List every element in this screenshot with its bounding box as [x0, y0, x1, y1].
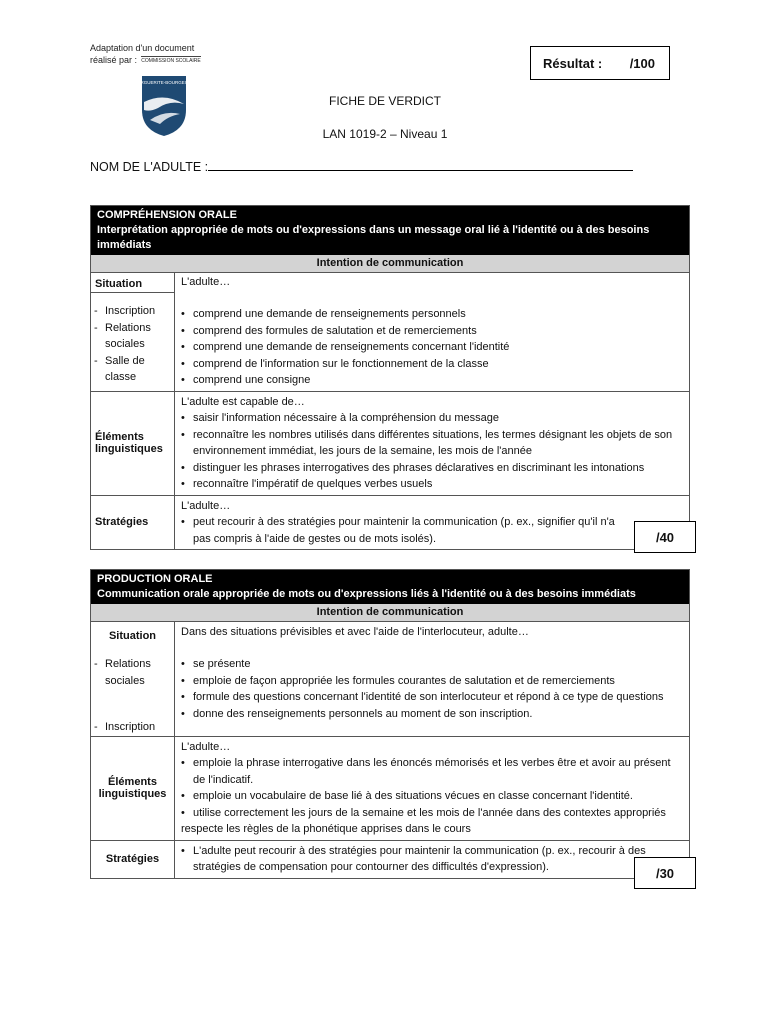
logo-bottom-text: MARGUERITE-BOURGEOYS — [133, 80, 195, 85]
comprehension-strat-row — [91, 496, 689, 550]
adult-name-field[interactable] — [90, 158, 633, 174]
comp-ling-item: • reconnaître l'impératif de quelques verbes usuels — [181, 476, 683, 493]
production-situation-row — [91, 622, 689, 737]
production-score-box: /30 — [634, 857, 696, 889]
comprehension-ling-content — [175, 392, 689, 495]
production-situation-content — [175, 622, 689, 736]
production-situation-label: Situation — [108, 630, 157, 642]
prod-situation-item: • emploie de façon appropriée les formules courantes de salutation et de remerciements — [181, 673, 683, 690]
comp-strat-item: • peut recourir à des stratégies pour maintenir la communication (p. ex., signifier qu'il n'a pas compris à l'aide de gestes ou de mots isolés). — [181, 514, 625, 547]
comp-ling-item: • distinguer les phrases interrogatives des phrases déclaratives en discriminant les intonations — [181, 460, 683, 477]
logo-top-text: COMMISSION SCOLAIRE — [141, 58, 201, 64]
production-situation-left — [91, 622, 175, 736]
prod-ling-item: • emploie la phrase interrogative dans les énoncés mémorisés et les verbes être et avoir au présent de l'indicatif. — [181, 755, 683, 788]
comp-situation-item: • comprend une demande de renseignements personnels — [181, 306, 683, 323]
comprehension-situation-left — [91, 273, 175, 391]
adaptation-line2: réalisé par : — [90, 55, 138, 65]
production-strat-label: Stratégies — [91, 841, 175, 878]
situation-inscription: - Inscription — [91, 303, 174, 320]
comprehension-strat-label: Stratégies — [91, 496, 175, 550]
prod-situation-inscription: - Inscription — [91, 719, 174, 736]
comprehension-ling-label: Éléments linguistiques — [91, 392, 175, 495]
comprehension-intention: Intention de communication — [91, 255, 689, 273]
production-title: PRODUCTION ORALE — [97, 573, 213, 585]
prod-strat-item: • L'adulte peut recourir à des stratégies pour maintenir la communication (p. ex., recourir à des stratégies de compensation pour contourner des difficultés d'expression). — [181, 843, 683, 876]
comprehension-ling-intro: L'adulte est capable de… — [181, 395, 305, 408]
comprehension-situation-intro: L'adulte… — [181, 276, 231, 288]
production-section — [90, 569, 690, 879]
prod-situation-item: • se présente — [181, 656, 683, 673]
comprehension-score-box: /40 — [634, 521, 696, 553]
result-label: Résultat : — [543, 55, 603, 71]
prod-situation-item: • donne des renseignements personnels au moment de son inscription. — [181, 706, 683, 723]
production-situation-intro: Dans des situations prévisibles et avec l'aide de l'interlocuteur, adulte… — [181, 626, 529, 638]
prod-situation-relations-sociales: - Relations sociales — [91, 656, 174, 689]
production-strat-row — [91, 841, 689, 878]
course-code: LAN 1019-2 – Niveau 1 — [322, 127, 448, 141]
comprehension-header — [91, 206, 689, 255]
prod-ling-item: • utilise correctement les jours de la semaine et les mois de l'année dans des contextes appropriés — [181, 805, 683, 822]
comp-situation-item: • comprend des formules de salutation et de remerciements — [181, 323, 683, 340]
comp-ling-item: • reconnaître les nombres utilisés dans différentes situations, les termes désignant les objets de son environnement immédiat, les jours de la semaine, les mois de l'année — [181, 427, 683, 460]
prod-ling-item: • emploie un vocabulaire de base lié à des situations vécues en classe concernant l'identité. — [181, 788, 683, 805]
adaptation-line1: Adaptation d'un document — [90, 43, 195, 53]
prod-ling-tail: respecte les règles de la phonétique apprises dans le cours — [181, 823, 471, 835]
production-subtitle: Communication orale appropriée de mots ou d'expressions liés à l'identité ou à des besoins immédiats — [97, 588, 636, 600]
comprehension-strat-intro: L'adulte… — [181, 499, 231, 512]
production-ling-row — [91, 737, 689, 841]
comp-ling-item: • saisir l'information nécessaire à la compréhension du message — [181, 410, 683, 427]
comp-situation-item: • comprend de l'information sur le fonctionnement de la classe — [181, 356, 683, 373]
production-ling-intro: L'adulte… — [181, 740, 231, 753]
situation-salle-de-classe: - Salle de classe — [91, 353, 174, 386]
comp-situation-item: • comprend une demande de renseignements concernant l'identité — [181, 339, 683, 356]
production-ling-label: Éléments linguistiques — [91, 737, 175, 840]
total-result-box — [530, 46, 670, 80]
comprehension-title: COMPRÉHENSION ORALE — [97, 209, 237, 221]
production-strat-content — [175, 841, 689, 878]
document-title: FICHE DE VERDICT — [328, 94, 441, 108]
adult-name-line[interactable] — [208, 158, 633, 171]
situation-relations-sociales: - Relations sociales — [91, 320, 174, 353]
comprehension-section — [90, 205, 690, 550]
comprehension-situation-content — [175, 273, 689, 391]
comp-situation-item: • comprend une consigne — [181, 372, 683, 389]
production-header — [91, 570, 689, 604]
production-ling-content — [175, 737, 689, 840]
comprehension-strat-content — [175, 496, 689, 550]
production-intention: Intention de communication — [91, 604, 689, 622]
adaptation-note — [90, 42, 201, 66]
comprehension-subtitle: Interprétation appropriée de mots ou d'expressions dans un message oral lié à l'identité ou à des besoins immédiats — [97, 224, 650, 251]
comprehension-ling-row — [91, 392, 689, 496]
comprehension-situation-row — [91, 273, 689, 392]
adult-name-label: NOM DE L'ADULTE : — [90, 160, 209, 174]
result-value: /100 — [629, 55, 655, 71]
prod-situation-item: • formule des questions concernant l'identité de son interlocuteur et répond à ce type de questions — [181, 689, 683, 706]
comprehension-situation-label: Situation — [91, 273, 175, 293]
